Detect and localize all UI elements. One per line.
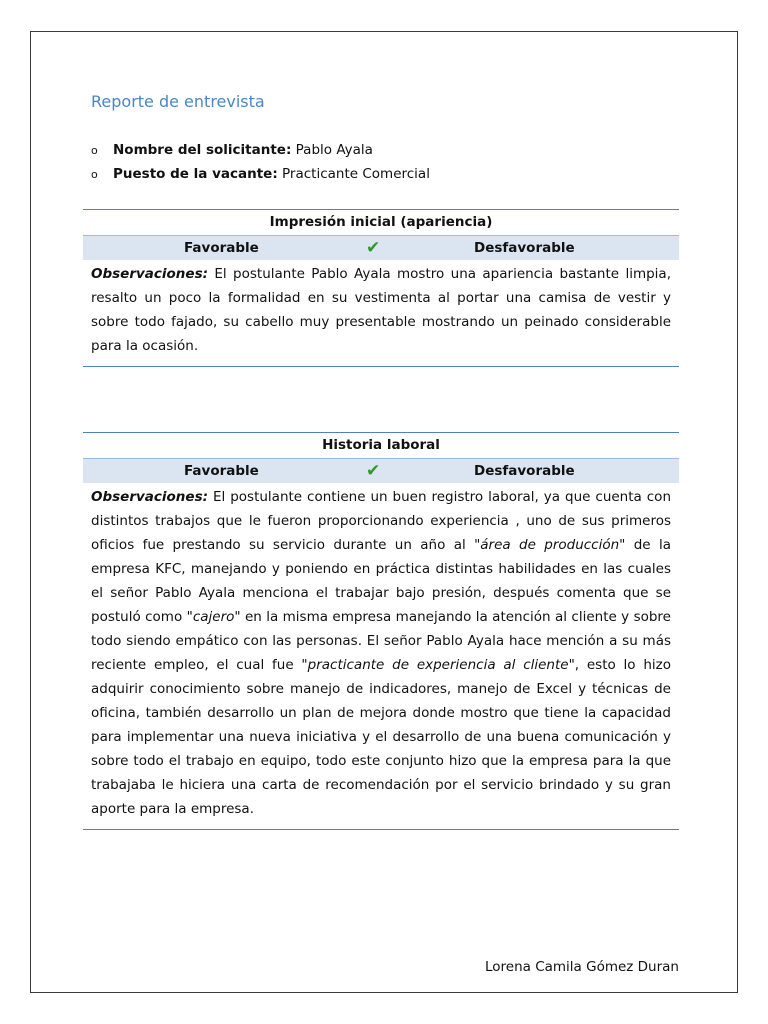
vacancy-value: Practicante Comercial bbox=[277, 166, 430, 182]
signature: Lorena Camila Gómez Duran bbox=[484, 959, 679, 975]
observations-label-text: Observaciones: bbox=[91, 489, 209, 505]
rating-row bbox=[83, 236, 679, 260]
observations-text-2: " de la empresa KFC, manejando y poniendo en práctica distintas habilidades en las cuales el señor Pablo Ayala menciona el trabajar bajo presión, después comenta que se postuló como " bbox=[91, 537, 671, 625]
unfavorable-label: Desfavorable bbox=[474, 240, 575, 256]
observations-label bbox=[91, 266, 208, 282]
unfavorable-label: Desfavorable bbox=[474, 463, 575, 479]
observations-label-text: Observaciones: bbox=[91, 266, 209, 282]
section-work-history bbox=[83, 432, 679, 830]
observations-italic-2: cajero bbox=[192, 609, 235, 625]
section-heading: Impresión inicial (apariencia) bbox=[83, 210, 679, 236]
rating-row bbox=[83, 459, 679, 483]
observations-text-1: El postulante contiene un buen registro laboral, ya que cuenta con distintos trabajos que le fueron proporcionando experiencia , uno de sus primeros oficios fue prestando su servicio durante un año al " bbox=[91, 489, 671, 553]
checkmark-icon: ✔ bbox=[366, 461, 381, 481]
observations-text-3: " en la misma empresa manejando la atención al cliente y sobre todo siendo empático con las personas. El señor Pablo Ayala hace mención a su más reciente empleo, el cual fue " bbox=[91, 609, 671, 673]
observations-text-4: ", esto lo hizo adquirir conocimiento sobre manejo de indicadores, manejo de Excel y técnicas de oficina, también desarrollo un plan de mejora donde mostro que tiene la capacidad para implementar una nueva iniciativa y el desarrollo de una buena comunicación y sobre todo el trabajo en equipo, todo este conjunto hizo que la empresa para la que trabajaba le hiciera una carta de recomendación por el servicio brindado y su gran aporte para la empresa. bbox=[91, 657, 671, 817]
checkmark-icon: ✔ bbox=[366, 238, 381, 258]
list-item-vacancy bbox=[91, 164, 430, 188]
applicant-info-list bbox=[91, 140, 430, 188]
bullet-icon: o bbox=[91, 168, 98, 181]
observations-italic-3: practicante de experiencia al cliente bbox=[307, 657, 569, 673]
favorable-label: Favorable bbox=[184, 463, 259, 479]
applicant-name-label: Nombre del solicitante: bbox=[113, 142, 292, 158]
vacancy-label: Puesto de la vacante: bbox=[113, 166, 278, 182]
list-item-applicant-name bbox=[91, 140, 430, 164]
bullet-icon: o bbox=[91, 144, 98, 157]
observations-text: El postulante Pablo Ayala mostro una apariencia bastante limpia, resalto un poco la formalidad en su vestimenta al portar una camisa de vestir y sobre todo fajado, su cabello muy presentable mostrando un peinado considerable para la ocasión. bbox=[91, 266, 671, 354]
section-heading: Historia laboral bbox=[83, 433, 679, 459]
report-title: Reporte de entrevista bbox=[91, 92, 265, 111]
observations-italic-1: área de producción bbox=[480, 537, 620, 553]
observations-paragraph bbox=[83, 483, 679, 829]
applicant-name-value: Pablo Ayala bbox=[291, 142, 373, 158]
favorable-label: Favorable bbox=[184, 240, 259, 256]
section-initial-impression bbox=[83, 209, 679, 367]
observations-label bbox=[91, 489, 208, 505]
observations-paragraph bbox=[83, 260, 679, 366]
